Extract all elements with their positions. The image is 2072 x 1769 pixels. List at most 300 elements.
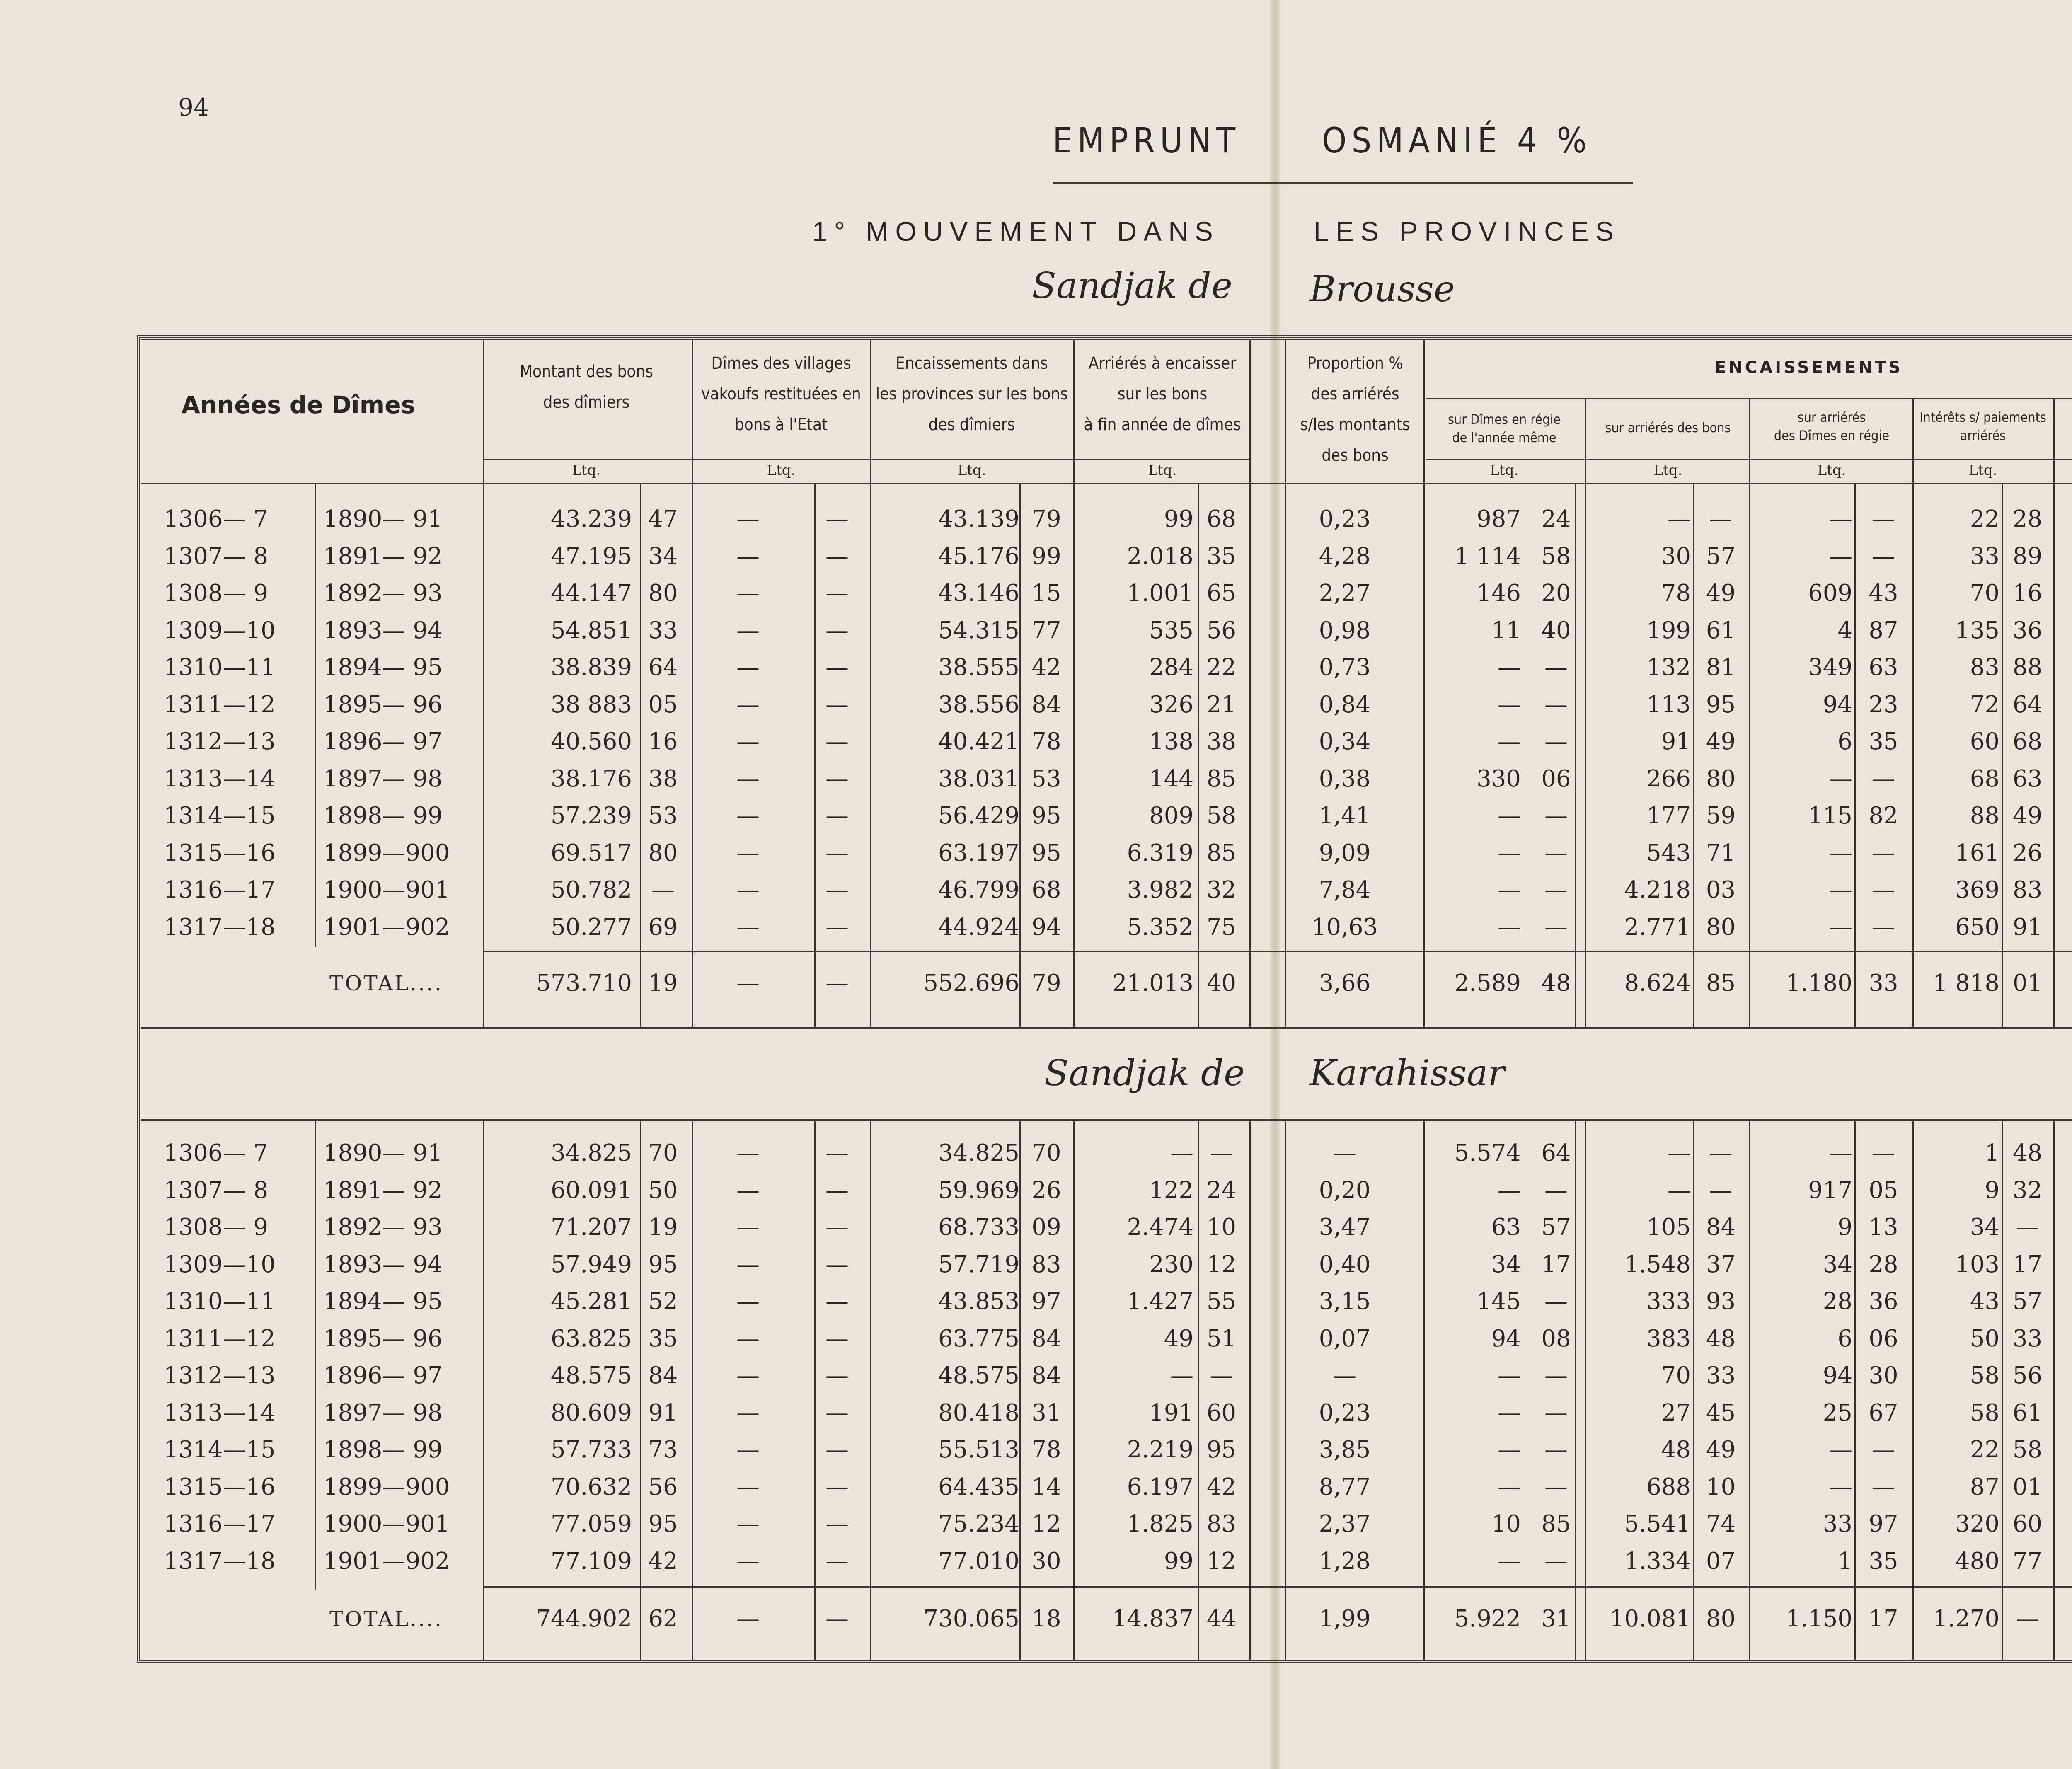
cell-annee-greg: 1895— 96 — [323, 1325, 443, 1352]
cell-proportion: 0,34 — [1319, 728, 1371, 755]
table-row — [0, 649, 2072, 686]
cell-dimes-vakoufs-dec: — — [825, 913, 849, 941]
cell-sur-dimes-dec: 20 — [1541, 580, 1571, 607]
cell-arrieres: 122 — [1149, 1176, 1193, 1204]
cell-sur-arrieres-bons: 1.548 — [1624, 1251, 1691, 1278]
cell-sur-arrieres-bons: — — [1668, 506, 1691, 532]
cell-sur-arrieres-dimes: 917 — [1808, 1176, 1852, 1204]
section1-title-right: Brousse — [1310, 269, 1455, 310]
cell-montant: 40.560 — [551, 728, 632, 755]
cell-sur-dimes: 10 — [1491, 1510, 1521, 1537]
cell-dimes-vakoufs: — — [736, 1510, 760, 1537]
cell-annee-hegire: 1309—10 — [164, 617, 276, 644]
cell-dimes-vakoufs: — — [736, 506, 760, 532]
header-dimes-vakoufs: Dîmes des villages vakoufs restituées en bons à l'Etat — [701, 354, 861, 434]
cell-sur-arrieres-dimes: 1.150 — [1786, 1605, 1852, 1632]
cell-divers — [2055, 649, 2072, 686]
cell-arrieres: 809 — [1149, 802, 1193, 829]
cell-proportion: 1,28 — [1319, 1547, 1371, 1575]
subtitle-right: LES PROVINCES — [1314, 216, 1620, 247]
cell-sur-dimes-dec: 85 — [1541, 1510, 1571, 1537]
cell-interets: 72 — [1970, 691, 1999, 718]
header-encaissements-provinces: Encaissements dans les provinces sur les bons des dîmiers — [876, 354, 1068, 434]
cell-montant: 77.109 — [551, 1547, 632, 1575]
cell-proportion: 2,27 — [1319, 580, 1371, 607]
cell-annee-greg: 1892— 93 — [323, 1214, 443, 1241]
title-left: EMPRUNT — [1053, 120, 1241, 161]
cell-montant-dec: 05 — [648, 691, 678, 718]
table-row — [0, 1431, 2072, 1469]
cell-sur-dimes: — — [1498, 1436, 1521, 1463]
cell-sur-arrieres-bons-dec: 61 — [1706, 617, 1736, 644]
cell-arrieres: 3.982 — [1127, 876, 1193, 903]
cell-dimes-vakoufs-dec: — — [825, 1605, 849, 1632]
cell-arrieres-dec: 51 — [1206, 1325, 1237, 1352]
cell-sur-dimes-dec: — — [1544, 1399, 1568, 1426]
cell-annee-greg: 1893— 94 — [323, 617, 443, 644]
cell-arrieres-dec: 35 — [1206, 542, 1237, 570]
cell-montant: 38.176 — [551, 765, 632, 792]
table-row — [0, 1357, 2072, 1394]
cell-interets: 22 — [1970, 506, 1999, 532]
cell-divers — [2055, 612, 2072, 649]
cell-annee-greg: 1899—900 — [323, 839, 450, 866]
cell-sur-arrieres-dimes-dec: 17 — [1869, 1605, 1898, 1632]
cell-arrieres: 6.197 — [1127, 1473, 1193, 1500]
cell-dimes-vakoufs-dec: — — [825, 728, 849, 755]
cell-montant-dec: 53 — [648, 802, 678, 829]
cell-encaissements-dec: 97 — [1031, 1288, 1061, 1315]
cell-sur-dimes-dec: — — [1544, 913, 1568, 941]
table-row — [0, 612, 2072, 649]
cell-sur-arrieres-dimes-dec: 36 — [1869, 1288, 1898, 1315]
cell-divers — [2055, 1469, 2072, 1506]
cell-proportion: 7,84 — [1319, 876, 1371, 903]
cell-montant: 48.575 — [551, 1362, 632, 1389]
cell-interets-dec: 77 — [2012, 1547, 2043, 1575]
cell-encaissements-dec: 83 — [1031, 1251, 1061, 1278]
cell-sur-arrieres-bons: 383 — [1646, 1325, 1691, 1352]
cell-annee-greg: 1900—901 — [323, 876, 450, 903]
cell-sur-dimes-dec: 06 — [1541, 765, 1571, 792]
cell-montant: 77.059 — [551, 1510, 632, 1537]
cell-interets: 60 — [1970, 728, 1999, 755]
cell-sur-arrieres-bons: 30 — [1661, 542, 1691, 570]
cell-dimes-vakoufs: — — [736, 1436, 760, 1463]
cell-proportion: 1,41 — [1319, 802, 1371, 829]
cell-arrieres-dec: 58 — [1206, 802, 1237, 829]
cell-sur-arrieres-bons-dec: 59 — [1706, 802, 1736, 829]
cell-annee-hegire: 1311—12 — [164, 691, 276, 718]
cell-encaissements-dec: 94 — [1031, 913, 1061, 941]
cell-sur-dimes-dec: 40 — [1541, 617, 1571, 644]
cell-annee-greg: 1890— 91 — [323, 1140, 443, 1166]
cell-sur-dimes-dec: — — [1544, 1436, 1568, 1463]
table-row — [0, 797, 2072, 835]
cell-sur-arrieres-dimes-dec: 30 — [1869, 1362, 1898, 1389]
header-montant: Montant des bons des dîmiers — [520, 362, 653, 412]
cell-sur-dimes-dec: 58 — [1541, 542, 1571, 570]
cell-sur-dimes: — — [1498, 876, 1521, 903]
cell-interets-dec: 89 — [2012, 542, 2043, 570]
table-row — [0, 1209, 2072, 1246]
cell-proportion: 4,28 — [1319, 542, 1371, 570]
header-sur-dimes: sur Dîmes en régie de l'année même — [1447, 411, 1561, 445]
cell-divers — [2055, 1600, 2072, 1638]
table-row — [0, 1505, 2072, 1543]
cell-encaissements-dec: 68 — [1031, 876, 1061, 903]
cell-interets-dec: 48 — [2012, 1140, 2043, 1166]
total-rule — [483, 1586, 2072, 1588]
cell-annee-greg: 1896— 97 — [323, 1362, 443, 1389]
cell-montant-dec: 42 — [648, 1547, 678, 1575]
cell-interets-dec: 32 — [2012, 1176, 2043, 1204]
cell-interets: 1 818 — [1933, 970, 1999, 997]
cell-arrieres: 1.427 — [1127, 1288, 1193, 1315]
cell-arrieres-dec: 83 — [1206, 1510, 1237, 1537]
cell-arrieres-dec: — — [1210, 1362, 1233, 1389]
cell-divers — [2055, 835, 2072, 872]
cell-sur-arrieres-bons: 8.624 — [1624, 970, 1691, 997]
cell-interets: 9 — [1985, 1176, 1999, 1204]
cell-sur-dimes-dec: — — [1544, 654, 1568, 681]
cell-sur-arrieres-bons: 543 — [1646, 839, 1691, 866]
cell-encaissements-dec: 12 — [1031, 1510, 1061, 1537]
table-row — [0, 835, 2072, 872]
cell-arrieres: 5.352 — [1127, 913, 1193, 941]
cell-dimes-vakoufs: — — [736, 1473, 760, 1500]
cell-sur-arrieres-dimes: 33 — [1823, 1510, 1852, 1537]
cell-encaissements: 77.010 — [938, 1547, 1019, 1575]
cell-montant: 69.517 — [551, 839, 632, 866]
cell-encaissements: 552.696 — [923, 970, 1019, 997]
cell-annee-hegire: 1310—11 — [164, 1288, 276, 1315]
cell-interets: 70 — [1970, 580, 1999, 607]
cell-sur-arrieres-dimes: 349 — [1808, 654, 1852, 681]
cell-proportion: 0,40 — [1319, 1251, 1371, 1278]
cell-encaissements-dec: 99 — [1031, 542, 1061, 570]
cell-sur-arrieres-dimes-dec: 13 — [1869, 1214, 1898, 1241]
cell-sur-arrieres-bons-dec: 81 — [1706, 654, 1736, 681]
cell-annee-greg: 1894— 95 — [323, 1288, 443, 1315]
cell-sur-dimes-dec: — — [1544, 839, 1568, 866]
cell-sur-arrieres-bons-dec: 48 — [1706, 1325, 1736, 1352]
cell-sur-dimes-dec: 24 — [1541, 506, 1571, 532]
cell-montant: 70.632 — [551, 1473, 632, 1500]
cell-sur-arrieres-bons-dec: 80 — [1706, 1605, 1736, 1632]
cell-montant: 80.609 — [551, 1399, 632, 1426]
cell-sur-arrieres-dimes-dec: 35 — [1869, 728, 1898, 755]
cell-dimes-vakoufs-dec: — — [825, 1473, 849, 1500]
cell-sur-arrieres-dimes-dec: — — [1872, 542, 1895, 570]
cell-divers — [2055, 1283, 2072, 1320]
cell-interets: 88 — [1970, 802, 1999, 829]
cell-sur-dimes: — — [1498, 1176, 1521, 1204]
cell-divers — [2055, 538, 2072, 575]
cell-arrieres-dec: 12 — [1206, 1251, 1237, 1278]
cell-arrieres-dec: 55 — [1206, 1288, 1237, 1315]
cell-annee-hegire: 1313—14 — [164, 1399, 276, 1426]
cell-divers — [2055, 1320, 2072, 1358]
cell-montant-dec: 56 — [648, 1473, 678, 1500]
cell-sur-arrieres-bons-dec: 37 — [1706, 1251, 1736, 1278]
cell-dimes-vakoufs: — — [736, 542, 760, 570]
cell-interets-dec: 63 — [2012, 765, 2043, 792]
cell-dimes-vakoufs: — — [736, 1214, 760, 1241]
cell-sur-arrieres-dimes-dec: 28 — [1869, 1251, 1898, 1278]
cell-sur-arrieres-bons: — — [1668, 1140, 1691, 1166]
cell-arrieres-dec: 85 — [1206, 839, 1237, 866]
cell-sur-arrieres-bons-dec: 10 — [1706, 1473, 1736, 1500]
cell-interets: 1 — [1985, 1140, 1999, 1166]
header-encaissements: ENCAISSEMENTS — [1715, 358, 1903, 377]
cell-sur-dimes: — — [1498, 802, 1521, 829]
cell-encaissements-dec: 42 — [1031, 654, 1061, 681]
cell-encaissements-dec: 14 — [1031, 1473, 1061, 1500]
cell-sur-arrieres-bons-dec: 80 — [1706, 765, 1736, 792]
cell-sur-arrieres-bons-dec: 49 — [1706, 1436, 1736, 1463]
cell-sur-arrieres-dimes-dec: 43 — [1869, 580, 1898, 607]
cell-arrieres: 230 — [1149, 1251, 1193, 1278]
cell-dimes-vakoufs-dec: — — [825, 1510, 849, 1537]
total-rule — [483, 951, 2072, 952]
cell-sur-arrieres-bons-dec: 84 — [1706, 1214, 1736, 1241]
cell-dimes-vakoufs-dec: — — [825, 1362, 849, 1389]
cell-encaissements: 40.421 — [938, 728, 1019, 755]
cell-sur-arrieres-dimes: 34 — [1823, 1251, 1852, 1278]
cell-arrieres-dec: 68 — [1206, 506, 1237, 532]
cell-divers — [2055, 1172, 2072, 1209]
cell-proportion: 10,63 — [1311, 913, 1378, 941]
cell-interets-dec: — — [2016, 1605, 2039, 1632]
cell-sur-arrieres-dimes: 25 — [1823, 1399, 1852, 1426]
cell-arrieres-dec: 44 — [1206, 1605, 1237, 1632]
cell-sur-arrieres-dimes-dec: — — [1872, 1140, 1895, 1166]
cell-dimes-vakoufs: — — [736, 1325, 760, 1352]
unit-label: Ltq. — [957, 462, 986, 479]
cell-sur-dimes-dec: — — [1544, 876, 1568, 903]
cell-sur-arrieres-bons: 91 — [1661, 728, 1691, 755]
cell-sur-dimes: — — [1498, 839, 1521, 866]
cell-montant: 47.195 — [551, 542, 632, 570]
cell-interets: 320 — [1955, 1510, 1999, 1537]
cell-sur-dimes: — — [1498, 913, 1521, 941]
cell-sur-dimes: — — [1498, 1362, 1521, 1389]
cell-montant-dec: 34 — [648, 542, 678, 570]
cell-dimes-vakoufs-dec: — — [825, 1436, 849, 1463]
cell-sur-arrieres-dimes-dec: 87 — [1869, 617, 1898, 644]
cell-annee-hegire: 1309—10 — [164, 1251, 276, 1278]
cell-montant-dec: 38 — [648, 765, 678, 792]
section2-title-right: Karahissar — [1310, 1053, 1505, 1094]
cell-annee-hegire: 1317—18 — [164, 1547, 276, 1575]
cell-sur-arrieres-bons-dec: 49 — [1706, 580, 1736, 607]
cell-divers — [2055, 1246, 2072, 1283]
cell-interets-dec: 91 — [2012, 913, 2043, 941]
cell-proportion: 0,23 — [1319, 506, 1371, 532]
table-row — [0, 723, 2072, 760]
cell-sur-dimes: — — [1498, 1399, 1521, 1426]
cell-proportion: 3,47 — [1319, 1214, 1371, 1241]
cell-montant: 63.825 — [551, 1325, 632, 1352]
cell-interets-dec: 17 — [2012, 1251, 2043, 1278]
cell-montant-dec: 80 — [648, 580, 678, 607]
table-row — [0, 1172, 2072, 1209]
cell-arrieres-dec: 22 — [1206, 654, 1237, 681]
table-row — [0, 1246, 2072, 1283]
cell-sur-arrieres-dimes: 1 — [1837, 1547, 1852, 1575]
cell-annee-greg: 1901—902 — [323, 1547, 450, 1575]
cell-montant-dec: 69 — [648, 913, 678, 941]
cell-proportion: — — [1333, 1362, 1356, 1389]
cell-sur-arrieres-dimes-dec: — — [1872, 876, 1895, 903]
cell-interets-dec: 61 — [2012, 1399, 2043, 1426]
cell-interets: 33 — [1970, 542, 1999, 570]
cell-arrieres: 99 — [1164, 506, 1193, 532]
cell-proportion: 3,66 — [1319, 970, 1371, 997]
cell-divers — [2055, 1543, 2072, 1580]
cell-arrieres-dec: 95 — [1206, 1436, 1237, 1463]
table-row — [0, 909, 2072, 946]
cell-sur-arrieres-bons: — — [1668, 1176, 1691, 1204]
title-underline — [1053, 182, 1633, 184]
cell-sur-dimes: — — [1498, 654, 1521, 681]
cell-sur-arrieres-dimes: 9 — [1837, 1214, 1852, 1241]
cell-montant-dec: 70 — [648, 1140, 678, 1166]
cell-proportion: 9,09 — [1319, 839, 1371, 866]
cell-sur-dimes-dec: — — [1544, 802, 1568, 829]
cell-encaissements-dec: 95 — [1031, 839, 1061, 866]
cell-montant-dec: — — [651, 876, 675, 903]
cell-annee-hegire: 1307— 8 — [164, 542, 268, 570]
cell-sur-arrieres-dimes-dec: — — [1872, 913, 1895, 941]
cell-sur-dimes-dec: 17 — [1541, 1251, 1571, 1278]
cell-dimes-vakoufs-dec: — — [825, 1399, 849, 1426]
cell-dimes-vakoufs-dec: — — [825, 1325, 849, 1352]
table-row — [0, 760, 2072, 798]
header-sur-arrieres-dimes: sur arriérés des Dîmes en régie — [1774, 409, 1890, 443]
cell-arrieres-dec: 24 — [1206, 1176, 1237, 1204]
cell-interets: 103 — [1955, 1251, 1999, 1278]
cell-divers — [2055, 909, 2072, 946]
cell-divers — [2055, 1209, 2072, 1246]
cell-dimes-vakoufs-dec: — — [825, 1140, 849, 1166]
cell-sur-arrieres-bons: 266 — [1646, 765, 1691, 792]
cell-sur-dimes-dec: 57 — [1541, 1214, 1571, 1241]
header-sur-arrieres-bons: sur arriérés des bons — [1605, 420, 1731, 436]
table-row — [0, 1394, 2072, 1432]
cell-encaissements: 44.924 — [938, 913, 1019, 941]
cell-dimes-vakoufs: — — [736, 802, 760, 829]
cell-arrieres-dec: 40 — [1206, 970, 1237, 997]
header-divers — [2055, 412, 2072, 443]
cell-encaissements: 34.825 — [938, 1140, 1019, 1166]
cell-sur-dimes: 987 — [1477, 506, 1521, 532]
cell-sur-arrieres-dimes-dec: — — [1872, 1473, 1895, 1500]
cell-interets: 50 — [1970, 1325, 1999, 1352]
cell-arrieres: 144 — [1149, 765, 1193, 792]
cell-sur-arrieres-bons-dec: — — [1709, 1176, 1733, 1204]
cell-montant-dec: 64 — [648, 654, 678, 681]
cell-dimes-vakoufs: — — [736, 580, 760, 607]
cell-dimes-vakoufs-dec: — — [825, 1251, 849, 1278]
cell-divers — [2055, 723, 2072, 760]
cell-sur-arrieres-dimes: 94 — [1823, 1362, 1852, 1389]
cell-sur-arrieres-dimes-dec: 63 — [1869, 654, 1898, 681]
cell-interets: 22 — [1970, 1436, 1999, 1463]
cell-montant: 43.239 — [551, 506, 632, 532]
table-row — [0, 1135, 2072, 1172]
cell-proportion: 0,20 — [1319, 1176, 1371, 1204]
cell-dimes-vakoufs: — — [736, 765, 760, 792]
cell-sur-arrieres-dimes: — — [1829, 506, 1852, 532]
cell-sur-arrieres-dimes-dec: 05 — [1869, 1176, 1898, 1204]
cell-dimes-vakoufs-dec: — — [825, 1214, 849, 1241]
cell-encaissements-dec: 79 — [1031, 970, 1061, 997]
cell-divers — [2055, 1135, 2072, 1172]
cell-sur-arrieres-bons: 78 — [1661, 580, 1691, 607]
cell-montant: 71.207 — [551, 1214, 632, 1241]
cell-montant-dec: 47 — [648, 506, 678, 532]
cell-sur-arrieres-dimes: 1.180 — [1786, 970, 1852, 997]
cell-montant-dec: 19 — [648, 1214, 678, 1241]
cell-sur-arrieres-dimes: 609 — [1808, 580, 1852, 607]
cell-encaissements-dec: 09 — [1031, 1214, 1061, 1241]
cell-sur-arrieres-dimes: 6 — [1837, 1325, 1852, 1352]
cell-montant-dec: 80 — [648, 839, 678, 866]
cell-annee-hegire: 1307— 8 — [164, 1176, 268, 1204]
cell-interets: 650 — [1955, 913, 1999, 941]
header-interets: Intérêts s/ paiements arriérés — [1920, 409, 2046, 443]
cell-annee-hegire: 1316—17 — [164, 876, 276, 903]
cell-montant-dec: 33 — [648, 617, 678, 644]
cell-annee-greg: 1895— 96 — [323, 691, 443, 718]
cell-sur-arrieres-bons: 177 — [1646, 802, 1691, 829]
title-right: OSMANIÉ 4 % — [1322, 120, 1592, 161]
cell-arrieres: — — [1170, 1362, 1193, 1389]
cell-annee-hegire: 1315—16 — [164, 839, 276, 866]
cell-sur-dimes: 2.589 — [1454, 970, 1521, 997]
cell-encaissements: 59.969 — [938, 1176, 1019, 1204]
cell-sur-arrieres-bons-dec: 95 — [1706, 691, 1736, 718]
cell-dimes-vakoufs: — — [736, 1605, 760, 1632]
cell-sur-dimes-dec: — — [1544, 1362, 1568, 1389]
cell-divers — [2055, 965, 2072, 1002]
cell-dimes-vakoufs: — — [736, 1288, 760, 1315]
cell-montant: 57.239 — [551, 802, 632, 829]
cell-sur-arrieres-bons: 113 — [1646, 691, 1691, 718]
cell-interets-dec: 58 — [2012, 1436, 2043, 1463]
cell-dimes-vakoufs-dec: — — [825, 654, 849, 681]
cell-annee-hegire: 1312—13 — [164, 728, 276, 755]
cell-arrieres: 284 — [1149, 654, 1193, 681]
cell-sur-dimes-dec: — — [1544, 1176, 1568, 1204]
cell-arrieres-dec: 21 — [1206, 691, 1237, 718]
cell-sur-dimes: — — [1498, 728, 1521, 755]
cell-sur-dimes: 5.922 — [1454, 1605, 1521, 1632]
cell-dimes-vakoufs-dec: — — [825, 1547, 849, 1575]
cell-interets-dec: 16 — [2012, 580, 2043, 607]
cell-dimes-vakoufs-dec: — — [825, 1176, 849, 1204]
cell-encaissements: 38.555 — [938, 654, 1019, 681]
cell-interets-dec: 36 — [2012, 617, 2043, 644]
cell-annee-greg: 1899—900 — [323, 1473, 450, 1500]
cell-montant-dec: 84 — [648, 1362, 678, 1389]
cell-interets: 135 — [1955, 617, 1999, 644]
cell-montant-dec: 62 — [648, 1605, 678, 1632]
cell-sur-arrieres-bons-dec: 49 — [1706, 728, 1736, 755]
cell-interets: 83 — [1970, 654, 1999, 681]
